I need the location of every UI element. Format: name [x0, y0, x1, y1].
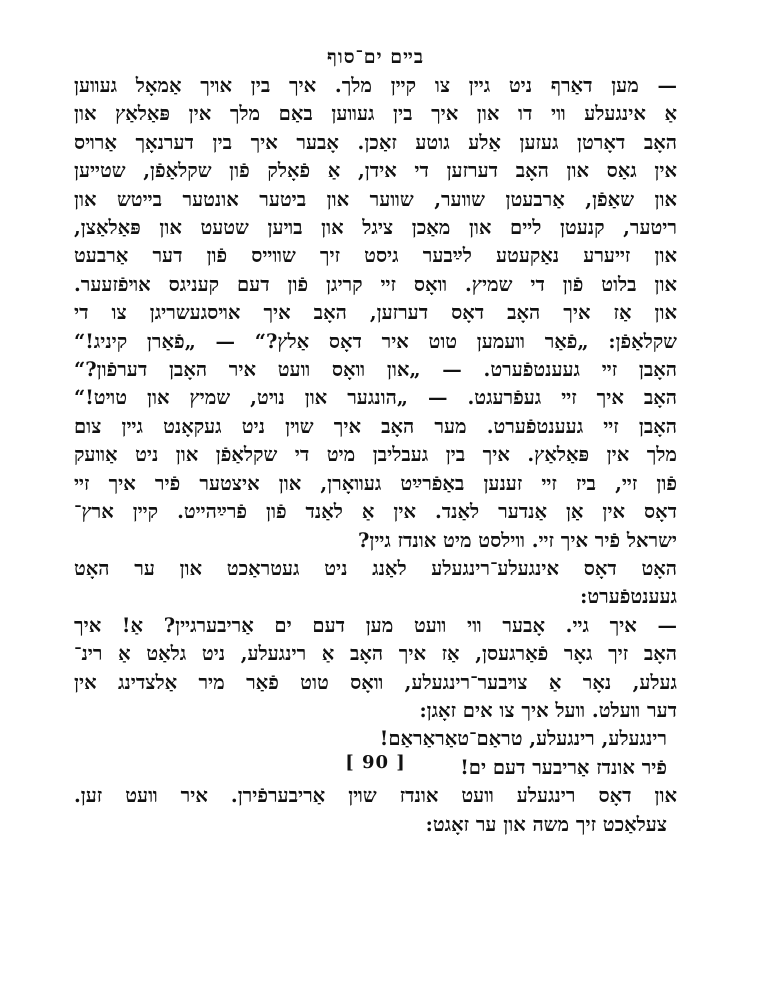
- text-line: האָבן זײ געענטפֿערט. — „און װאָס װעט איר האָבן דערפֿון?“: [74, 358, 677, 382]
- paragraph-boy-reply: [74, 612, 677, 726]
- verse-block: [74, 725, 677, 839]
- paragraph-narration: [74, 555, 677, 612]
- text-line: און שאַפֿן, אַרבעטן שװער, שװער און ביטער אונטער בײטש און: [74, 187, 677, 211]
- text-line: אַ אינגעלע װי דו און איך בין געװען באַם מלך אין פּאַלאַץ און: [74, 102, 677, 126]
- text-line: אין גאַס און האָב דערזען די אידן, אַ פֿאָלק פֿון שקלאַפֿן, שטײען: [74, 159, 677, 183]
- text-line: און אַז איך האָב דאָס דערזען, האָב איך אױסגעשריגן צו די: [74, 301, 677, 325]
- text-line: האָב זיך גאָר פֿאַרגעסן, אַז איך האָב אַ רינגעלע, ניט גלאַט אַ רינ־: [74, 642, 677, 666]
- text-line: — מען דאַרף ניט גײן צו קײן מלך. איך בין אױך אַמאָל געװען: [74, 74, 677, 97]
- text-line: האָב דאָרטן געזען אַלע גוטע זאַכן. אָבער איך בין דערנאָך אַרױס: [74, 130, 677, 154]
- text-line: דער װעלט. װעל איך צו אים זאָגן:: [419, 698, 677, 722]
- text-line: האָב איך זײ געפֿרעגט. — „הונגער און נױט, שמיץ און טױט!“: [74, 386, 677, 410]
- text-line: געלע, נאָר אַ צױבער־רינגעלע, װאָס טוט פֿאַר מיר אַלצדינג אין: [74, 670, 677, 694]
- text-line: פֿון זײ, ביז זײ זענען באַפֿרײַט געװאָרן, און איצטער פֿיר איך זײ: [74, 471, 677, 495]
- text-line: שקלאַפֿן: „פֿאַר װעמען טוט איר דאָס אַלץ?“ — „פֿאַרן קיניג!“: [74, 329, 677, 353]
- verse-line: רינגעלע, רינגעלע, טראַם־טאַראַראַם!: [379, 727, 667, 751]
- text-line: און זײערע נאַקעטע לײַבער גיסט זיך שװײס פֿון דער אַרבעט: [74, 244, 677, 268]
- text-line: האָט דאָס אינגעלע־רינגעלע לאַנג ניט געטראַכט און ער האָט: [74, 556, 677, 580]
- text-line: געענטפֿערט:: [580, 585, 677, 609]
- text-line: צעלאַכט זיך משה און ער זאָגט:: [425, 812, 667, 836]
- page-number: [ 90 ]: [345, 752, 406, 773]
- paragraph-moses-speech: [74, 72, 677, 555]
- text-line: און דאָס רינגעלע װעט אונדז שױן אַריבערפֿירן. איר װעט זען.: [74, 784, 677, 808]
- text-line: ישראל פֿיר איך זײ. װילסט מיט אונדז גײן?: [357, 528, 677, 552]
- text-line: — איך גײ. אָבער װי װעט מען דעם ים אַריבערגײן? אַ! איך: [74, 613, 677, 637]
- text-line: ריטער, קנעטן לײם און מאַכן ציגל און בױען שטעט און פּאַלאַצן,: [74, 216, 677, 240]
- text-line: און בלוט פֿון די שמיץ. װאָס זײ קריגן פֿון דעם קעניגס אױפֿזעער.: [74, 272, 677, 296]
- text-line: האָבן זײ געענטפֿערט. מער האָב איך שױן ניט געקאָנט גײן צום: [74, 414, 677, 438]
- body-text: [74, 72, 677, 839]
- text-line: מלך אין פּאַלאַץ. איך בין געבליבן מיט די שקלאַפֿן און ניט אַװעק: [74, 443, 677, 467]
- text-line: דאָס אין אַן אַנדער לאַנד. אין אַ לאַנד פֿון פֿרײַהײט. קײן ארץ־: [74, 500, 677, 524]
- running-head: בײם ים־סוף: [327, 46, 424, 68]
- book-page: [74, 42, 677, 839]
- verse-line: פֿיר אונדז אַריבער דעם ים!: [460, 755, 667, 779]
